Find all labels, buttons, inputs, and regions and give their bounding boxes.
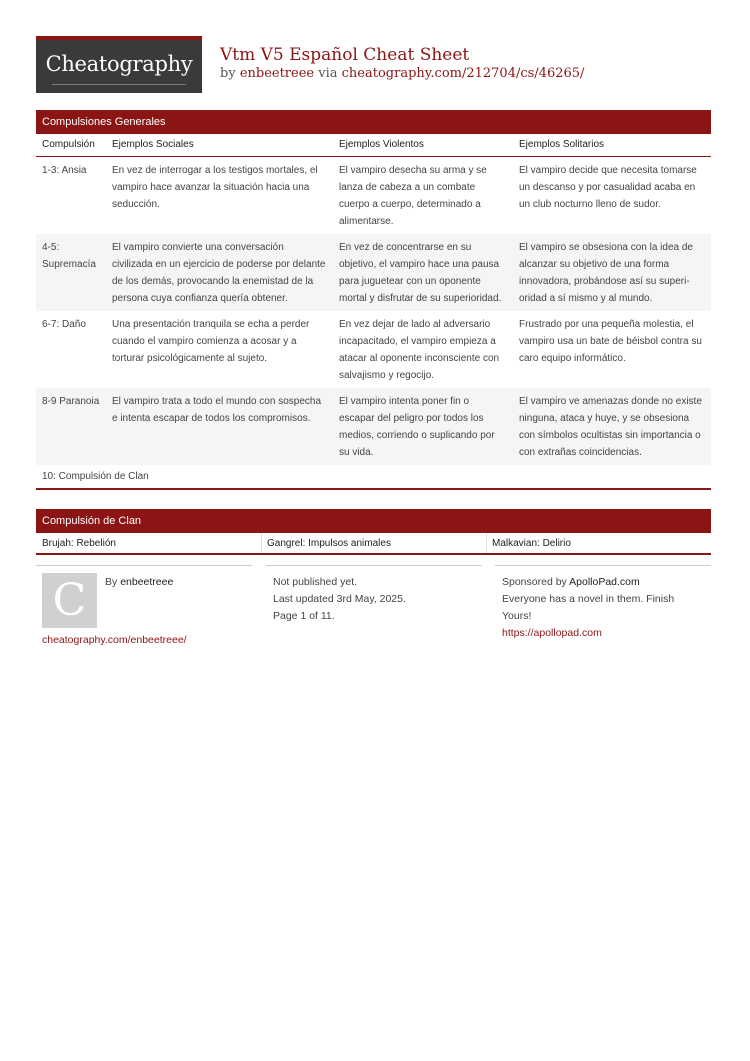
logo-underline bbox=[52, 84, 186, 85]
footer-author-name[interactable]: enbeetreee bbox=[120, 576, 174, 588]
avatar-letter: C bbox=[52, 575, 87, 626]
published-status: Not published yet. bbox=[273, 576, 358, 588]
sponsor-link[interactable]: https://apollopad.com bbox=[502, 627, 602, 639]
sponsor-info bbox=[502, 574, 702, 642]
by-prefix: by bbox=[220, 66, 236, 81]
cell-solitary: El vampiro ve amenazas donde no existe ninguna, ataca y huye, y se obsesiona con símbolos ocultistas sin importancia o con extrañas coincidencias. bbox=[513, 388, 711, 465]
cell-compulsion: 1-3: Ansia bbox=[42, 164, 87, 176]
clan-compulsion-note: 10: Compulsión de Clan bbox=[36, 465, 711, 489]
footer-divider bbox=[266, 565, 482, 566]
column-header-compulsion: Compulsión bbox=[36, 134, 106, 156]
footer-divider bbox=[495, 565, 711, 566]
table-header-row bbox=[36, 134, 711, 156]
cell-violent: En vez dejar de lado al adversario incapacitado, el vampiro empieza a atacar al oponente inconsciente con salvajismo y regocijo. bbox=[339, 318, 500, 381]
footer-author bbox=[105, 574, 173, 591]
table-row bbox=[36, 156, 711, 234]
column-header-violent: Ejemplos Violentos bbox=[333, 134, 513, 156]
cell-violent: En vez de concentrarse en su objetivo, el vampiro hace una pausa para juguetear con un oponente mortal y disfrutar de su superioridad. bbox=[333, 234, 513, 311]
column-header-social: Ejemplos Sociales bbox=[106, 134, 333, 156]
cell-social: Una presentación tranquila se echa a perder cuando el vampiro comienza a acosar y a torturar psicológicamente al sujeto. bbox=[112, 318, 310, 364]
via-text: via bbox=[318, 66, 338, 81]
cell-compulsion: 4-5: Supremacía bbox=[36, 234, 106, 311]
column-divider bbox=[261, 533, 262, 553]
footer-divider bbox=[36, 565, 252, 566]
author-avatar[interactable] bbox=[42, 573, 97, 628]
cheatography-logo[interactable] bbox=[36, 36, 202, 93]
sponsor-text: Everyone has a novel in them. Finish Yours! bbox=[502, 593, 675, 622]
cell-solitary: El vampiro decide que necesita tomarse un descanso y por casualidad acaba en un club nocturno lleno de sudor. bbox=[519, 164, 697, 210]
author-profile-link[interactable]: cheatography.com/enbeetreee/ bbox=[42, 634, 187, 646]
clan-compulsion-row bbox=[36, 533, 711, 555]
cell-compulsion: 6-7: Daño bbox=[42, 318, 86, 330]
cell-social: El vampiro trata a todo el mundo con sospecha e intenta escapar de todos los compromisos. bbox=[106, 388, 333, 465]
sponsor-line bbox=[502, 574, 702, 591]
cell-violent: El vampiro desecha su arma y se lanza de cabeza a un combate cuerpo a cuerpo, determinado a alimentarse. bbox=[339, 164, 487, 227]
by-label: By bbox=[105, 576, 118, 588]
byline bbox=[220, 66, 584, 81]
compulsions-table bbox=[36, 134, 711, 490]
section-header-compulsiones-generales: Compulsiones Generales bbox=[36, 110, 711, 134]
sponsored-prefix: Sponsored by bbox=[502, 576, 567, 588]
column-header-solitary: Ejemplos Solitarios bbox=[513, 134, 711, 156]
last-updated: Last updated 3rd May, 2025. bbox=[273, 593, 406, 605]
page-number: Page 1 of 11. bbox=[273, 610, 335, 622]
logo-text: Cheatography bbox=[45, 52, 193, 76]
column-divider bbox=[486, 533, 487, 553]
table-row bbox=[36, 311, 711, 388]
cell-solitary: El vampiro se obsesiona con la idea de alcanzar su objetivo de una forma innovadora, probándose así su superioridad a sí mismo y al mundo. bbox=[513, 234, 711, 311]
cell-compulsion: 8-9 Paranoia bbox=[36, 388, 106, 465]
clan-item-gangrel: Gangrel: Impulsos animales bbox=[267, 538, 391, 549]
table-footer-row bbox=[36, 465, 711, 489]
table-row bbox=[36, 388, 711, 465]
section-header-compulsion-de-clan: Compulsión de Clan bbox=[36, 509, 711, 533]
cell-violent: El vampiro intenta poner fin o escapar del peligro por todos los medios, corriendo o suplicando por su vida. bbox=[333, 388, 513, 465]
sponsor-name[interactable]: ApolloPad.com bbox=[569, 576, 640, 588]
page-title: Vtm V5 Español Cheat Sheet bbox=[220, 45, 470, 65]
cell-solitary: Frustrado por una pequeña molestia, el vampiro usa un bate de béisbol contra su caro equipo informático. bbox=[519, 318, 702, 364]
cell-social: En vez de interrogar a los testigos mortales, el vampiro hace avanzar la situación hacia una seducción. bbox=[112, 164, 318, 210]
cell-social: El vampiro convierte una conversación civilizada en un ejercicio de poderse por delante de los demás, provocando la enemistad de la persona cuya confianza quería obtener. bbox=[106, 234, 333, 311]
clan-item-brujah: Brujah: Rebelión bbox=[42, 538, 116, 549]
clan-item-malkavian: Malkavian: Delirio bbox=[492, 538, 571, 549]
table-row bbox=[36, 234, 711, 311]
sheet-url-link[interactable]: cheatography.com/212704/cs/46265/ bbox=[341, 66, 585, 81]
author-link[interactable]: enbeetreee bbox=[239, 66, 315, 81]
publish-info bbox=[273, 574, 406, 625]
